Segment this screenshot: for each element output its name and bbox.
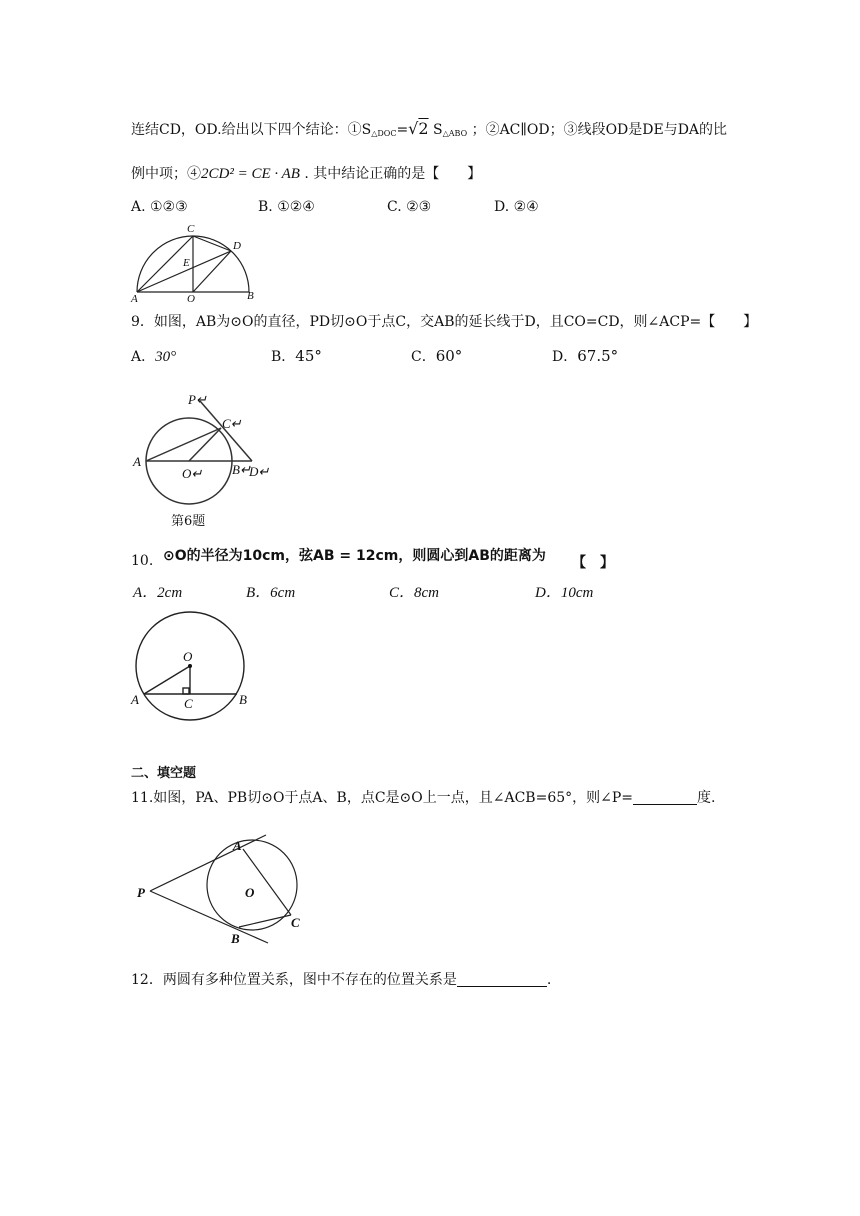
label-e: E [183, 257, 190, 269]
q8-line2-prefix: 例中项；④ [131, 166, 201, 182]
q10-label-a: A [131, 692, 139, 707]
q10-option-b-letter: B [246, 585, 256, 601]
q10-text: ⊙O的半径为10cm，弦AB = 12cm，则圆心到AB的距离为 [163, 548, 546, 564]
section2-title: 二、填空题 [131, 766, 197, 781]
q11-chord-bc [239, 915, 291, 927]
q9-label-d: D↵ [249, 464, 270, 479]
q8-option-c: C. ②③ [387, 199, 432, 215]
q8-line1-suffix: ；②AC∥OD；③线段OD是DE与DA的比 [467, 122, 728, 138]
q8-option-a: A. ①②③ [131, 199, 188, 215]
q11-label-p: P [137, 885, 145, 900]
label-b: B [247, 290, 254, 302]
label-c: C [187, 223, 195, 235]
q9-label-b: B↵ [232, 462, 251, 477]
q9-label-o: O↵ [182, 466, 203, 481]
q9-option-d-letter: D． [552, 349, 578, 365]
label-o: O [187, 293, 195, 305]
q10-label-b: B [239, 692, 247, 707]
q9-label-a: A [133, 454, 141, 469]
q10-label-o: O [183, 649, 193, 664]
q12-answer-blank[interactable] [457, 972, 547, 987]
q8-sqrt-val: 2 [418, 119, 429, 138]
q8-s2: S [428, 122, 443, 138]
q11-tangent-pa [150, 835, 266, 891]
q10-option-c-letter: C [389, 585, 400, 601]
q8-line1-prefix: 连结CD，OD.给出以下四个结论：①S [131, 122, 372, 138]
q10-option-a-value: ．2cm [142, 585, 183, 601]
q11-label-a: A [233, 838, 242, 853]
q10-option-d-letter: D [535, 585, 546, 601]
q8-formula: 2CD² = CE · AB [201, 166, 300, 182]
q12-text-before: 12．两圆有多种位置关系，图中不存在的位置关系是 [131, 972, 457, 988]
q10-number: 10. [131, 553, 154, 569]
q10-option-d-value: ．10cm [545, 585, 594, 601]
q12-text-after: . [546, 972, 552, 988]
q10-option-a-letter: A [133, 585, 143, 601]
q9-option-b-value: 45° [295, 347, 322, 365]
q9-option-c-letter: C． [411, 349, 436, 365]
q9-caption: 第6题 [171, 514, 206, 529]
sqrt-symbol: √ [408, 119, 419, 138]
q12-text [131, 969, 551, 989]
q9-text: 9．如图，AB为⊙O的直径，PD切⊙O于点C，交AB的延长线于D，且CO=CD，则∠ACP=【 】 [131, 314, 758, 330]
q10-option-b-value: ．6cm [255, 585, 296, 601]
q8-option-b: B. ①②④ [258, 199, 315, 215]
q8-sub2: △ABO [442, 129, 468, 138]
q11-chord-ac [243, 849, 291, 915]
q11-label-o: O [245, 885, 255, 900]
q9-option-a-value: 30° [155, 349, 177, 365]
q9-option-d-value: 67.5° [577, 347, 619, 365]
q8-line2-suffix: . 其中结论正确的是【 】 [299, 166, 482, 182]
q9-label-p: P↵ [188, 392, 207, 407]
q9-label-c: C↵ [222, 416, 242, 431]
q11-label-c: C [291, 915, 300, 930]
q8-option-d: D. ②④ [494, 199, 539, 215]
q11-label-b: B [231, 931, 240, 946]
q10-label-c: C [184, 696, 193, 711]
label-d: D [233, 240, 241, 252]
q9-option-c-value: 60° [435, 347, 463, 365]
q9-option-a-letter: A． [131, 349, 156, 365]
q11-text-after: 度. [697, 790, 716, 806]
q8-sub1: △DOC [371, 129, 397, 138]
q10-option-c-value: ．8cm [399, 585, 440, 601]
label-a: A [131, 293, 138, 305]
q10-bracket: 【 】 [572, 555, 614, 571]
q11-text-before: 11.如图，PA、PB切⊙O于点A、B，点C是⊙O上一点，且∠ACB=65°，则∠P= [131, 790, 634, 806]
q8-eq: = [396, 122, 409, 138]
q9-option-b-letter: B． [271, 349, 296, 365]
